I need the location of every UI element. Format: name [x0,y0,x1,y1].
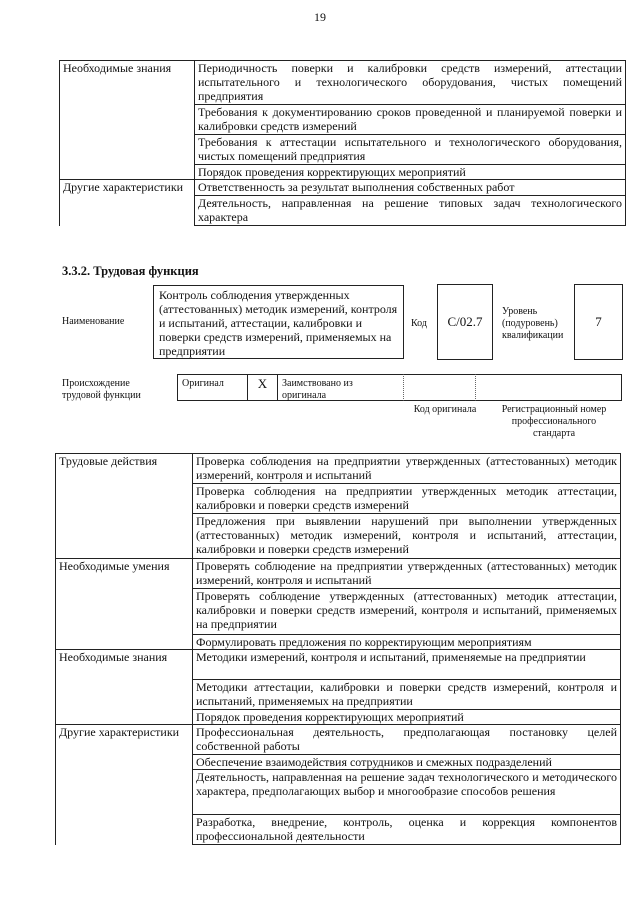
table-item: Проверять соблюдение на предприятии утвержденных (аттестованных) методик измерений, контроля и испытаний [193,559,621,589]
category-label: Трудовые действия [56,454,193,559]
category-label: Другие характеристики [56,725,193,845]
table-item: Разработка, внедрение, контроль, оценка и коррекция компонентов профессиональной деятельности [193,815,621,845]
code-caption: Код оригинала [413,404,477,415]
table-item: Периодичность поверки и калибровки средств измерений, аттестации испытательного и технологического оборудования, чистых помещений предприятия [195,61,626,105]
category-label: Необходимые знания [56,650,193,725]
reg-number-cell [475,374,622,401]
reg-caption: Регистрационный номер профессионального стандарта [501,404,607,439]
name-label: Наименование [62,316,125,327]
origin-row [177,374,622,401]
category-label: Другие характеристики [60,180,195,226]
code-label: Код [411,318,427,329]
table-item: Формулировать предложения по корректирующим мероприятиям [193,635,621,650]
table-item: Деятельность, направленная на решение типовых задач технологического характера [195,196,626,226]
table-item: Требования к аттестации испытательного и технологического оборудования, чистых помещений предприятия [195,135,626,165]
level-label: Уровень (подуровень) квалификации [502,306,564,341]
table-item: Проверять соблюдение утвержденных (аттестованных) методик аттестации, калибровки и поверки средств измерений, контроля и испытаний, применяемых на предприятии [193,589,621,635]
function-name-box: Контроль соблюдения утвержденных (аттестованных) методик измерений, контроля и испытаний, аттестации, калибровки и поверки средств измерений, применяемых на предприятии [153,285,404,359]
table-item: Деятельность, направленная на решение задач технологического и методического характера, предполагающих выбор и многообразие способов решения [193,770,621,815]
table-item: Порядок проведения корректирующих мероприятий [195,165,626,180]
category-label: Необходимые умения [56,559,193,650]
table-item: Порядок проведения корректирующих мероприятий [193,710,621,725]
table-item: Методики измерений, контроля и испытаний, применяемые на предприятии [193,650,621,680]
top-requirements-table [59,60,626,226]
main-requirements-table [55,453,621,845]
table-item: Предложения при выявлении нарушений при выполнении утвержденных (аттестованных) методик измерений, контроля и испытаний, аттестации, калибровки и поверки средств измерений [193,514,621,559]
origin-label: Происхождение трудовой функции [62,378,141,401]
table-item: Методики аттестации, калибровки и поверки средств измерений, контроля и испытаний, применяемых на предприятии [193,680,621,710]
page-number: 19 [314,10,326,24]
section-title: 3.3.2. Трудовая функция [62,264,199,278]
table-item: Требования к документированию сроков проведенной и планируемой поверки и калибровки средств измерений [195,105,626,135]
table-item: Обеспечение взаимодействия сотрудников и смежных подразделений [193,755,621,770]
table-item: Ответственность за результат выполнения собственных работ [195,180,626,196]
table-item: Проверка соблюдения на предприятии утвержденных (аттестованных) методик измерений, контроля и испытаний [193,454,621,484]
original-code-cell [403,374,475,401]
borrowed-label: Заимствовано из оригинала [277,374,403,401]
table-item: Проверка соблюдения на предприятии утвержденных методик аттестации, калибровки и поверки средств измерений [193,484,621,514]
category-label: Необходимые знания [60,61,195,180]
original-label: Оригинал [177,374,247,401]
level-value-box: 7 [574,284,623,360]
original-mark: X [247,374,277,401]
code-value-box: С/02.7 [437,284,493,360]
table-item: Профессиональная деятельность, предполагающая постановку целей собственной работы [193,725,621,755]
